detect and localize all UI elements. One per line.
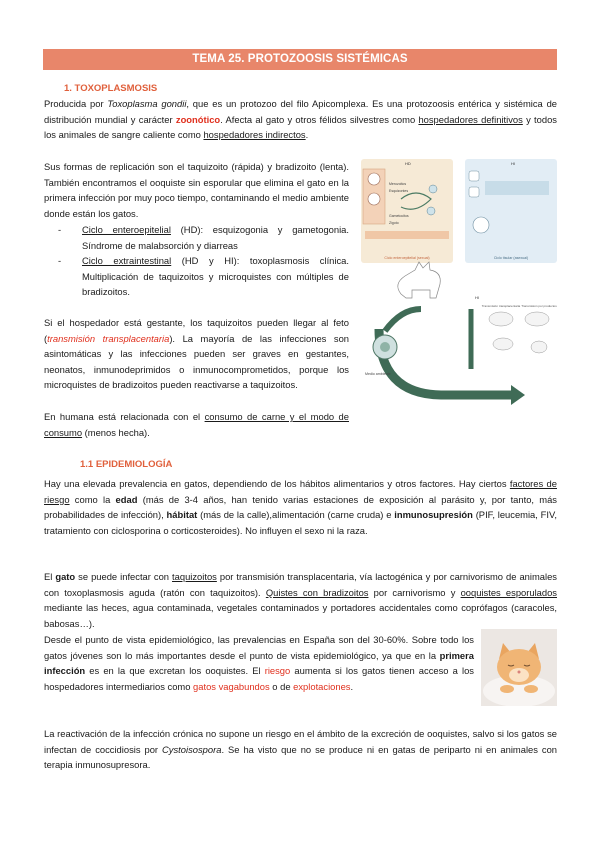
text: por carnivorismo y [368,586,461,598]
oocyst-core [380,342,390,352]
list-item [44,222,349,253]
underlined-term: ooquistes esporulados [460,586,557,598]
sheep-icon [489,312,513,326]
label-hd: HD [405,161,411,166]
arrow-head [511,385,525,405]
highlight-transmission: transmisión transplacentaria [47,332,170,344]
tissue-band [485,181,549,195]
kitten-paw [524,685,538,693]
text: o de [269,680,294,692]
bold-term: gato [55,571,76,582]
kitten-photo [481,629,557,706]
pig-icon [525,312,549,326]
underlined-term: consumo de carne y el modo de consumo [44,411,349,438]
label-esquizontes: Esquizontes [389,189,409,193]
cycle-list [44,222,349,300]
bold-term: edad [115,493,138,505]
text: . Se ha visto que no se produce ni en gatas de periparto ni en animales con terapia inmunosupresora. [44,743,558,771]
bird-icon [531,341,547,353]
left-panel-caption: Ciclo enteroepitelial (sexual) [384,256,430,260]
cycle-arrow [385,309,421,331]
bold-term: primera infección [44,649,474,677]
text: . [350,680,354,692]
label-transplacentaria: Transmisión transplacentaria [481,304,521,308]
text: Si el hospedador está gestante, los taquizoitos pueden llegar al feto ( [44,317,349,344]
text: (más de 3-4 años, han tenido varias estaciones de exposición al parásito y, por tanto, más probabilidades de infección), [44,493,557,521]
text: (más de la calle),alimentación (carne cruda) e [197,509,395,521]
highlight-riesgo: riesgo [264,665,291,677]
underlined-term: factores de riesgo [44,478,557,505]
intestine-lining [365,231,449,239]
text: Producida por [44,98,108,109]
cat-icon [398,262,440,298]
section-heading-toxoplasmosis: 1. TOXOPLASMOSIS [64,83,158,94]
underlined-term: Quistes con bradizoitos [265,586,369,598]
text: Hay una elevada prevalencia en gatos, dependiendo de los hábitos alimentarios y otros factores. Hay ciertos [44,478,510,489]
label-productos: Transmisión por productos [521,304,557,308]
species-name: Toxoplasma gondii [107,98,187,109]
text: En humana está relacionada con el [44,411,205,422]
paragraph-prevalence [44,632,474,694]
text: (HD): esquizogonia y gametogonia. Síndrome de malabsorción y diarreas [82,224,350,251]
kitten-paw [500,685,514,693]
merozoito-icon [368,193,380,205]
text: (HD y HI): toxoplasmosis clínica. Multiplicación de taquizoitos y microquistes con múltiples de bradizoitos. [82,255,349,298]
page-title: TEMA 25. PROTOZOOSIS SISTÉMICAS [43,49,557,70]
bold-term: hábitat [166,509,198,521]
list-item [44,253,349,300]
text: aumenta si los gatos tienen acceso a los hospedadores intermediarios como [44,665,474,692]
cell-icon [429,185,437,193]
text: (menos hecha). [82,426,150,438]
cell-icon [469,171,479,181]
bullet-dash: - [58,224,62,235]
bold-term: inmunosupresión [394,509,473,521]
cell-icon [469,187,479,197]
life-cycle-diagram [361,159,557,412]
text: , que es un protozoo del filo Apicomplexa. Es una protozoosis entérica y sistémica de distribución mundial y carácter [44,98,558,125]
underlined-term: hospedadores indirectos [203,129,306,141]
underlined-term: taquizoitos [172,571,217,582]
esquizonte-icon [368,173,380,185]
highlight-zoonotico: zoonótico [175,113,221,125]
text: es en la que excretan los ooquistes. El [85,665,265,677]
text: por transmisión transplacentaria, vía lactogénica y por carnivorismo de animales con toxoplasmosis aguda (ratón con taquizoitos). [44,571,557,598]
text: como la [69,493,116,505]
species-name: Cystoisospora [162,743,222,755]
label-hi: HI [511,161,515,166]
text: (PIF, leucemia, FIV, tratamiento con ciclosporina o corticosteroides). No influyen el sexo ni la raza. [44,509,558,536]
highlight-explotaciones: explotaciones [293,680,351,692]
right-panel-caption: Ciclo tisular (asexual) [493,256,529,260]
cyst-icon [473,217,489,233]
label-medio: Medio ambiente [365,372,391,376]
kitten-nose [518,671,521,674]
text: se puede infectar con [75,571,173,582]
label-hi-mid: HI [475,295,479,300]
underlined-term: Ciclo extraintestinal [82,255,172,267]
text: mediante las heces, agua contaminada, vegetales contaminados y portadores accidentales como coprófagos (caracoles, babosas…). [44,602,557,629]
paragraph-cat-infection [44,569,557,631]
cell-icon [427,207,435,215]
text: y todos los animales de sangre caliente como [44,113,557,141]
cycle-arrow-main [379,329,511,395]
section-heading-epidemiologia: 1.1 EPIDEMIOLOGÍA [80,459,173,470]
paragraph-human [44,409,349,440]
paragraph-risk-factors [44,476,557,538]
paragraph-reactivation [44,726,557,773]
text: Desde el punto de vista epidemiológico, las prevalencias en España son del 30-60%. Sobre todo los gatos jóvenes son lo más importantes desde el punto de vista epidemiológico, ya que en la [44,634,474,661]
text: La reactivación de la infección crónica no supone un riesgo en el ámbito de la excreción de ooquistes, salvo si los gatos se infectan de coccidiosis por [44,728,557,755]
animal-icon [493,338,513,350]
paragraph-replication: Sus formas de replicación son el taquizoito (rápida) y bradizoito (lenta). También encontramos el ooquiste sin esporular que elimina el gato en la primera infección por muy poco tiempo, contaminando el medio ambiente donde están los gatos. [44,161,349,219]
text: . [305,129,309,141]
kitten-muzzle [509,668,529,682]
underlined-term: Ciclo enteroepitelial [82,224,171,235]
label-merozoitos: Merozoitos [389,182,407,186]
paragraph-gestation [44,315,349,393]
text: El [44,571,56,582]
highlight-gatos-vagabundos: gatos vagabundos [193,680,270,692]
text: . Afecta al gato y otros félidos silvestres como [220,113,419,125]
text: ). La mayoría de las infecciones son asintomáticas y las infecciones pueden ser graves en gestantes, neonatos, inmunodeprimidos o inmunocomprometidos, porque los microquistes de bradizoitos pueden reactivarse a taquizoitos. [44,332,350,391]
paragraph-intro [44,96,557,143]
bullet-dash: - [58,255,62,267]
underlined-term: hospedadores definitivos [418,113,523,125]
label-gametocitos: Gametocitos [389,214,409,218]
label-zigoto: Zigoto [389,221,399,225]
